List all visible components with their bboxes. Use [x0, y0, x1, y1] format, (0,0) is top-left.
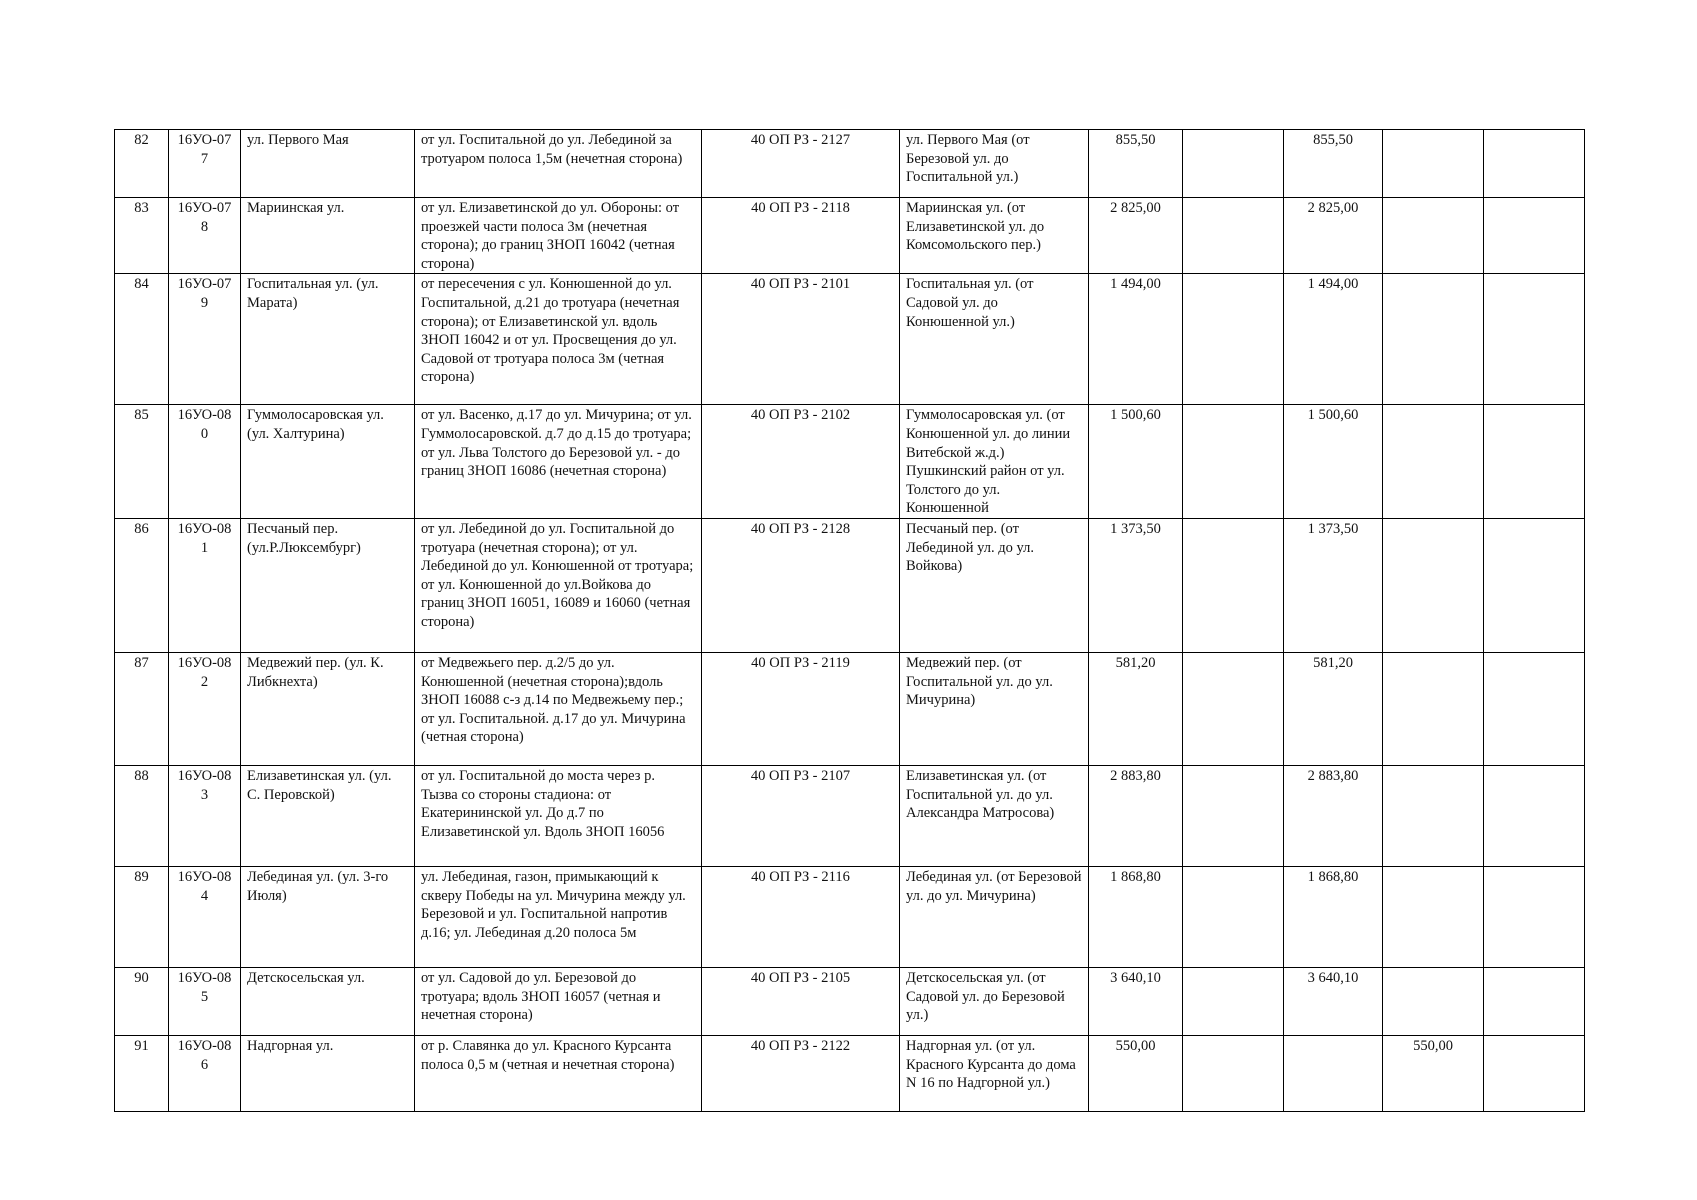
road-id-cell: 40 ОП РЗ - 2118: [702, 198, 900, 274]
column-10-cell: [1383, 518, 1484, 652]
area-total-cell: 855,50: [1089, 130, 1183, 198]
row-number-cell: 84: [115, 274, 169, 405]
column-9-cell: 1 373,50: [1284, 518, 1383, 652]
table-row: [115, 405, 1585, 519]
column-8-cell: [1183, 518, 1284, 652]
street-name-cell: Медвежий пер. (ул. К. Либкнехта): [241, 652, 415, 765]
object-code-cell: 16УО-086: [169, 1035, 241, 1111]
street-name-cell: Лебединая ул. (ул. 3-го Июля): [241, 866, 415, 967]
column-9-cell: 1 500,60: [1284, 405, 1383, 519]
street-name-cell: Детскосельская ул.: [241, 967, 415, 1035]
street-name-cell: Елизаветинская ул. (ул. С. Перовской): [241, 765, 415, 866]
table-row: [115, 866, 1585, 967]
boundary-description-cell: от р. Славянка до ул. Красного Курсанта полоса 0,5 м (четная и нечетная сторона): [415, 1035, 702, 1111]
road-name-cell: Елизаветинская ул. (от Госпитальной ул. до ул. Александра Матросова): [900, 765, 1089, 866]
road-id-cell: 40 ОП РЗ - 2119: [702, 652, 900, 765]
boundary-description-cell: от Медвежьего пер. д.2/5 до ул. Конюшенной (нечетная сторона);вдоль ЗНОП 16088 с-з д.14 по Медвежьему пер.; от ул. Госпитальной. д.17 до ул. Мичурина (четная сторона): [415, 652, 702, 765]
object-code-cell: 16УО-079: [169, 274, 241, 405]
object-code-cell: 16УО-081: [169, 518, 241, 652]
column-10-cell: [1383, 866, 1484, 967]
road-id-cell: 40 ОП РЗ - 2116: [702, 866, 900, 967]
road-id-cell: 40 ОП РЗ - 2127: [702, 130, 900, 198]
row-number-cell: 90: [115, 967, 169, 1035]
column-10-cell: [1383, 967, 1484, 1035]
boundary-description-cell: от ул. Васенко, д.17 до ул. Мичурина; от ул. Гуммолосаровской. д.7 до д.15 до тротуара; от ул. Льва Толстого до Березовой ул. - до границ ЗНОП 16086 (нечетная сторона): [415, 405, 702, 519]
column-10-cell: [1383, 130, 1484, 198]
column-10-cell: [1383, 405, 1484, 519]
column-9-cell: 1 494,00: [1284, 274, 1383, 405]
column-8-cell: [1183, 967, 1284, 1035]
street-name-cell: Гуммолосаровская ул. (ул. Халтурина): [241, 405, 415, 519]
column-9-cell: 581,20: [1284, 652, 1383, 765]
column-9-cell: 2 825,00: [1284, 198, 1383, 274]
column-8-cell: [1183, 765, 1284, 866]
table-row: [115, 652, 1585, 765]
road-id-cell: 40 ОП РЗ - 2102: [702, 405, 900, 519]
boundary-description-cell: от ул. Садовой до ул. Березовой до тротуара; вдоль ЗНОП 16057 (четная и нечетная сторона): [415, 967, 702, 1035]
road-id-cell: 40 ОП РЗ - 2128: [702, 518, 900, 652]
column-11-cell: [1484, 405, 1585, 519]
column-11-cell: [1484, 518, 1585, 652]
column-10-cell: [1383, 652, 1484, 765]
column-10-cell: [1383, 765, 1484, 866]
object-code-cell: 16УО-083: [169, 765, 241, 866]
column-9-cell: 855,50: [1284, 130, 1383, 198]
table-row: [115, 198, 1585, 274]
column-11-cell: [1484, 130, 1585, 198]
area-total-cell: 1 500,60: [1089, 405, 1183, 519]
road-name-cell: Лебединая ул. (от Березовой ул. до ул. Мичурина): [900, 866, 1089, 967]
area-total-cell: 1 373,50: [1089, 518, 1183, 652]
column-8-cell: [1183, 405, 1284, 519]
object-code-cell: 16УО-080: [169, 405, 241, 519]
table-row: [115, 765, 1585, 866]
column-9-cell: 1 868,80: [1284, 866, 1383, 967]
row-number-cell: 91: [115, 1035, 169, 1111]
table-row: [115, 274, 1585, 405]
table-row: [115, 967, 1585, 1035]
row-number-cell: 86: [115, 518, 169, 652]
object-code-cell: 16УО-082: [169, 652, 241, 765]
table-row: [115, 130, 1585, 198]
column-10-cell: [1383, 274, 1484, 405]
boundary-description-cell: ул. Лебединая, газон, примыкающий к скверу Победы на ул. Мичурина между ул. Березовой и ул. Госпитальной напротив д.16; ул. Лебединая д.20 полоса 5м: [415, 866, 702, 967]
road-name-cell: Гуммолосаровская ул. (от Конюшенной ул. до линии Витебской ж.д.) Пушкинский район от ул. Толстого до ул. Конюшенной: [900, 405, 1089, 519]
object-code-cell: 16УО-084: [169, 866, 241, 967]
column-11-cell: [1484, 652, 1585, 765]
table-body: [115, 130, 1585, 1112]
object-code-cell: 16УО-085: [169, 967, 241, 1035]
boundary-description-cell: от ул. Госпитальной до ул. Лебединой за тротуаром полоса 1,5м (нечетная сторона): [415, 130, 702, 198]
row-number-cell: 83: [115, 198, 169, 274]
column-8-cell: [1183, 1035, 1284, 1111]
street-name-cell: ул. Первого Мая: [241, 130, 415, 198]
object-code-cell: 16УО-077: [169, 130, 241, 198]
column-8-cell: [1183, 274, 1284, 405]
area-total-cell: 2 883,80: [1089, 765, 1183, 866]
area-total-cell: 2 825,00: [1089, 198, 1183, 274]
road-name-cell: Надгорная ул. (от ул. Красного Курсанта до дома N 16 по Надгорной ул.): [900, 1035, 1089, 1111]
street-name-cell: Госпитальная ул. (ул. Марата): [241, 274, 415, 405]
column-10-cell: 550,00: [1383, 1035, 1484, 1111]
row-number-cell: 85: [115, 405, 169, 519]
table-row: [115, 1035, 1585, 1111]
road-name-cell: Мариинская ул. (от Елизаветинской ул. до Комсомольского пер.): [900, 198, 1089, 274]
column-9-cell: [1284, 1035, 1383, 1111]
row-number-cell: 87: [115, 652, 169, 765]
road-name-cell: Госпитальная ул. (от Садовой ул. до Конюшенной ул.): [900, 274, 1089, 405]
area-total-cell: 550,00: [1089, 1035, 1183, 1111]
column-8-cell: [1183, 866, 1284, 967]
column-11-cell: [1484, 1035, 1585, 1111]
road-name-cell: Медвежий пер. (от Госпитальной ул. до ул. Мичурина): [900, 652, 1089, 765]
boundary-description-cell: от пересечения с ул. Конюшенной до ул. Госпитальной, д.21 до тротуара (нечетная сторона); от Елизаветинской ул. вдоль ЗНОП 16042 и от ул. Просвещения до ул. Садовой от тротуара полоса 3м (четная сторона): [415, 274, 702, 405]
column-11-cell: [1484, 198, 1585, 274]
roads-table: [114, 129, 1585, 1112]
road-id-cell: 40 ОП РЗ - 2107: [702, 765, 900, 866]
column-11-cell: [1484, 765, 1585, 866]
row-number-cell: 88: [115, 765, 169, 866]
street-name-cell: Песчаный пер. (ул.Р.Люксембург): [241, 518, 415, 652]
boundary-description-cell: от ул. Госпитальной до моста через р. Тызва со стороны стадиона: от Екатерининской ул. До д.7 по Елизаветинской ул. Вдоль ЗНОП 16056: [415, 765, 702, 866]
column-11-cell: [1484, 866, 1585, 967]
column-8-cell: [1183, 130, 1284, 198]
street-name-cell: Мариинская ул.: [241, 198, 415, 274]
row-number-cell: 89: [115, 866, 169, 967]
road-id-cell: 40 ОП РЗ - 2105: [702, 967, 900, 1035]
table-row: [115, 518, 1585, 652]
area-total-cell: 3 640,10: [1089, 967, 1183, 1035]
column-8-cell: [1183, 652, 1284, 765]
column-8-cell: [1183, 198, 1284, 274]
road-id-cell: 40 ОП РЗ - 2101: [702, 274, 900, 405]
column-9-cell: 3 640,10: [1284, 967, 1383, 1035]
area-total-cell: 581,20: [1089, 652, 1183, 765]
area-total-cell: 1 868,80: [1089, 866, 1183, 967]
area-total-cell: 1 494,00: [1089, 274, 1183, 405]
column-11-cell: [1484, 274, 1585, 405]
row-number-cell: 82: [115, 130, 169, 198]
column-10-cell: [1383, 198, 1484, 274]
road-id-cell: 40 ОП РЗ - 2122: [702, 1035, 900, 1111]
road-name-cell: Песчаный пер. (от Лебединой ул. до ул. Войкова): [900, 518, 1089, 652]
boundary-description-cell: от ул. Лебединой до ул. Госпитальной до тротуара (нечетная сторона); от ул. Лебединой до ул. Конюшенной от тротуара; от ул. Конюшенной до ул.Войкова до границ ЗНОП 16051, 16089 и 16060 (четная сторона): [415, 518, 702, 652]
column-9-cell: 2 883,80: [1284, 765, 1383, 866]
road-name-cell: ул. Первого Мая (от Березовой ул. до Госпитальной ул.): [900, 130, 1089, 198]
boundary-description-cell: от ул. Елизаветинской до ул. Обороны: от проезжей части полоса 3м (нечетная сторона); до границ ЗНОП 16042 (четная сторона): [415, 198, 702, 274]
object-code-cell: 16УО-078: [169, 198, 241, 274]
column-11-cell: [1484, 967, 1585, 1035]
street-name-cell: Надгорная ул.: [241, 1035, 415, 1111]
road-name-cell: Детскосельская ул. (от Садовой ул. до Березовой ул.): [900, 967, 1089, 1035]
